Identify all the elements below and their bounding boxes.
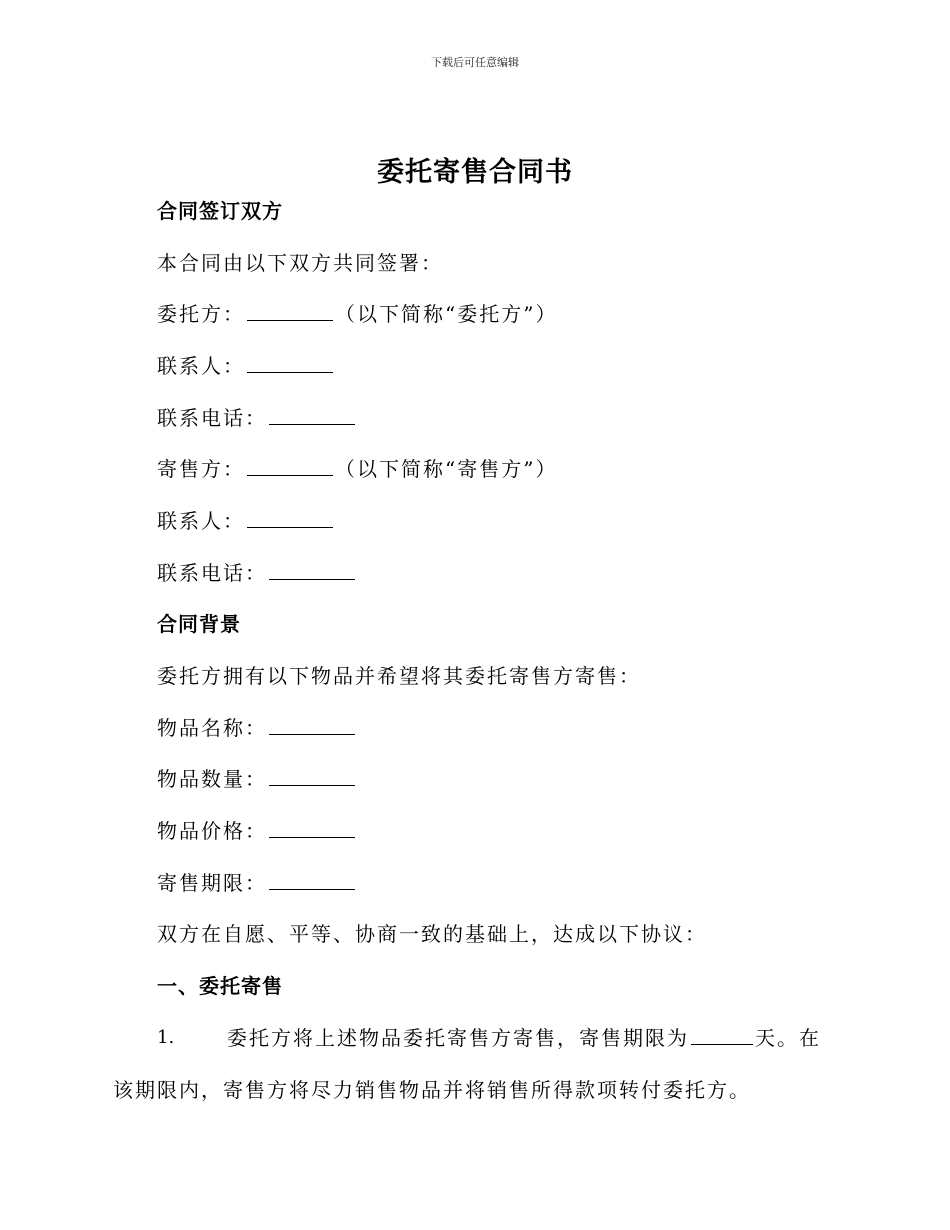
item-name-label: 物品名称： [157, 716, 267, 740]
consignee-contact-blank [247, 509, 333, 528]
agreement-intro: 双方在自愿、平等、协商一致的基础上，达成以下协议： [157, 922, 707, 946]
consignor-phone-blank [269, 406, 355, 425]
section-heading-clause1: 一、委托寄售 [157, 974, 283, 998]
consignment-period-blank [269, 871, 355, 890]
consignee-line [157, 455, 557, 483]
consignor-contact-label: 联系人： [157, 354, 245, 378]
clause1-days-blank [691, 1026, 753, 1045]
clause1-item1-text-before: 委托方将上述物品委托寄售方寄售，寄售期限为 [227, 1026, 689, 1050]
consignee-suffix: （以下简称“寄售方”） [335, 457, 558, 481]
consignor-label: 委托方： [157, 302, 245, 326]
item-price-line [157, 817, 357, 845]
section-heading-parties: 合同签订双方 [157, 199, 283, 223]
consignee-phone-line [157, 559, 357, 587]
background-intro: 委托方拥有以下物品并希望将其委托寄售方寄售： [157, 664, 641, 688]
document-title: 委托寄售合同书 [377, 157, 573, 188]
consignor-blank [247, 302, 333, 321]
item-quantity-blank [269, 767, 355, 786]
consignor-line [157, 300, 557, 328]
consignor-suffix: （以下简称“委托方”） [335, 302, 558, 326]
consignor-phone-line [157, 404, 357, 432]
consignee-phone-label: 联系电话： [157, 561, 267, 585]
consignee-contact-line [157, 507, 335, 535]
consignee-phone-blank [269, 561, 355, 580]
clause1-item1-number: 1. [157, 1027, 175, 1048]
parties-intro: 本合同由以下双方共同签署： [157, 251, 443, 275]
consignee-label: 寄售方： [157, 457, 245, 481]
page-header: 下载后可任意编辑 [431, 56, 519, 69]
consignee-contact-label: 联系人： [157, 509, 245, 533]
item-quantity-label: 物品数量： [157, 767, 267, 791]
consignment-period-line [157, 869, 357, 897]
consignor-contact-line [157, 352, 335, 380]
consignor-phone-label: 联系电话： [157, 406, 267, 430]
consignment-period-label: 寄售期限： [157, 871, 267, 895]
item-quantity-line [157, 765, 357, 793]
item-price-label: 物品价格： [157, 819, 267, 843]
clause1-item1-paragraph [113, 1012, 833, 1116]
item-price-blank [269, 819, 355, 838]
consignee-blank [247, 457, 333, 476]
section-heading-background: 合同背景 [157, 612, 241, 636]
item-name-line [157, 714, 357, 742]
item-name-blank [269, 716, 355, 735]
consignor-contact-blank [247, 354, 333, 373]
clause1-item1-text-after: 天。在该期限内，寄售方将尽力销售物品并将销售所得款项转付委托方。 [113, 1026, 821, 1102]
